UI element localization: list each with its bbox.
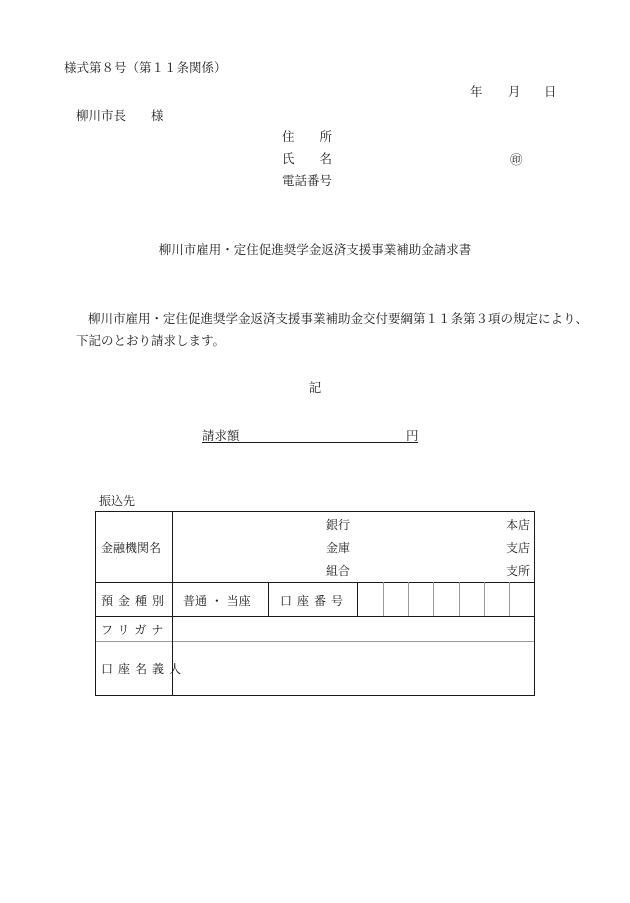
account-number-divider [357, 582, 358, 616]
branch-type-branch: 支店 [506, 541, 531, 555]
table-divider [96, 582, 534, 583]
form-number: 様式第８号（第１１条関係） [64, 60, 227, 75]
claim-underline [202, 442, 418, 443]
bank-account-table [95, 511, 535, 696]
ki-heading: 記 [308, 380, 322, 395]
account-holder-label: 口座名義人 [101, 662, 187, 676]
seal-mark: ㊞ [510, 152, 523, 167]
institution-label: 金融機関名 [101, 541, 162, 555]
digit-box [433, 582, 434, 616]
table-divider [96, 641, 534, 642]
transfer-label: 振込先 [99, 494, 136, 508]
digit-box [408, 582, 409, 616]
digit-box [484, 582, 485, 616]
institution-type-bank: 銀行 [326, 518, 351, 532]
deposit-divider [268, 582, 269, 616]
claim-label: 請求額 [202, 428, 240, 443]
body-line-1: 柳川市雇用・定住促進奨学金返済支援事業補助金交付要綱第１１条第３項の規定により、 [88, 311, 589, 326]
document-title: 柳川市雇用・定住促進奨学金返済支援事業補助金請求書 [158, 242, 472, 257]
body-line-2: 下記のとおり請求します。 [76, 333, 226, 348]
applicant-block [282, 126, 332, 192]
deposit-type-options: 普通 ・ 当座 [183, 594, 251, 608]
digit-box [383, 582, 384, 616]
digit-box [459, 582, 460, 616]
branch-type-main: 本店 [506, 518, 531, 532]
furigana-label: フリガナ [101, 623, 169, 637]
account-number-label: 口座番号 [280, 594, 349, 608]
date-year: 年 [470, 84, 483, 99]
claim-unit: 円 [406, 428, 419, 443]
date-month: 月 [508, 84, 521, 99]
date-line [470, 82, 557, 100]
institution-type-shinkin: 金庫 [326, 541, 351, 555]
address-label: 住 所 [282, 129, 333, 144]
addressee: 柳川市長 様 [76, 108, 164, 123]
deposit-type-label: 預金種別 [101, 594, 170, 608]
name-label: 氏 名 [282, 151, 333, 166]
date-day: 日 [544, 84, 557, 99]
table-divider [96, 616, 534, 617]
branch-type-office: 支所 [506, 564, 531, 578]
phone-label: 電話番号 [282, 173, 333, 188]
institution-type-kumiai: 組合 [326, 564, 351, 578]
digit-box [509, 582, 510, 616]
body-text [76, 308, 588, 352]
